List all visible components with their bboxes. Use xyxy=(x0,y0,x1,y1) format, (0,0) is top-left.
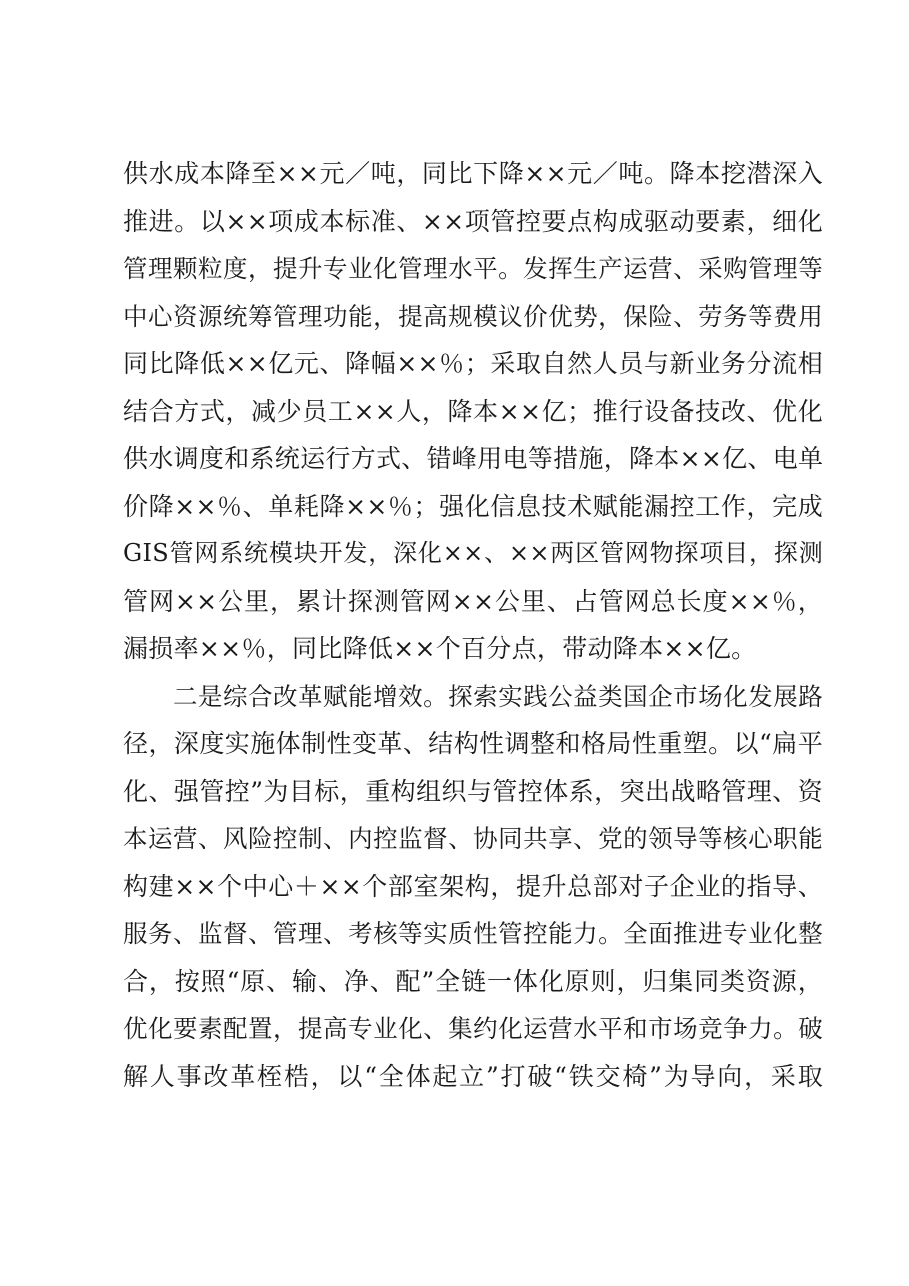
text-line: 合，按照“原、输、净、配”全链一体化原则，归集同类资源， xyxy=(123,966,823,996)
text-line: 二是综合改革赋能增效。探索实践公益类国企市场化发展路 xyxy=(173,681,823,711)
text-line: 管理颗粒度，提升专业化管理水平。发挥生产运营、采购管理等 xyxy=(123,254,823,283)
text-line: 径，深度实施体制性变革、结构性调整和格局性重塑。以“扁平 xyxy=(123,729,823,758)
text-line: 同比降低××亿元、降幅××％；采取自然人员与新业务分流相 xyxy=(123,349,823,378)
document-body xyxy=(123,150,823,1100)
text-line: 化、强管控”为目标，重构组织与管控体系，突出战略管理、资 xyxy=(123,776,823,806)
text-line: 结合方式，减少员工××人，降本××亿；推行设备技改、优化 xyxy=(123,396,823,426)
text-line: 中心资源统筹管理功能，提高规模议价优势，保险、劳务等费用 xyxy=(123,301,823,331)
text-line: 服务、监督、管理、考核等实质性管控能力。全面推进专业化整 xyxy=(123,919,823,948)
paragraph-reform xyxy=(123,673,823,1101)
text-line: 漏损率××％，同比降低××个百分点，带动降本××亿。 xyxy=(123,634,757,663)
text-line: 构建××个中心＋××个部室架构，提升总部对子企业的指导、 xyxy=(123,871,823,901)
text-line: 本运营、风险控制、内控监督、协同共享、党的领导等核心职能 xyxy=(123,824,823,853)
text-line: 推进。以××项成本标准、××项管控要点构成驱动要素，细化 xyxy=(123,206,823,236)
text-line: 管网××公里，累计探测管网××公里、占管网总长度××％， xyxy=(123,586,823,616)
paragraph-cost-reduction xyxy=(123,150,823,673)
text-line: GIS管网系统模块开发，深化××、××两区管网物探项目，探测 xyxy=(123,539,823,567)
text-line: 供水成本降至××元／吨，同比下降××元／吨。降本挖潜深入 xyxy=(123,159,823,188)
text-line: 供水调度和系统运行方式、错峰用电等措施，降本××亿、电单 xyxy=(123,444,823,473)
text-line: 价降××％、单耗降××％；强化信息技术赋能漏控工作，完成 xyxy=(123,491,823,521)
text-line: 解人事改革桎梏，以“全体起立”打破“铁交椅”为导向，采取 xyxy=(123,1061,823,1091)
text-line: 优化要素配置，提高专业化、集约化运营水平和市场竞争力。破 xyxy=(123,1014,823,1043)
